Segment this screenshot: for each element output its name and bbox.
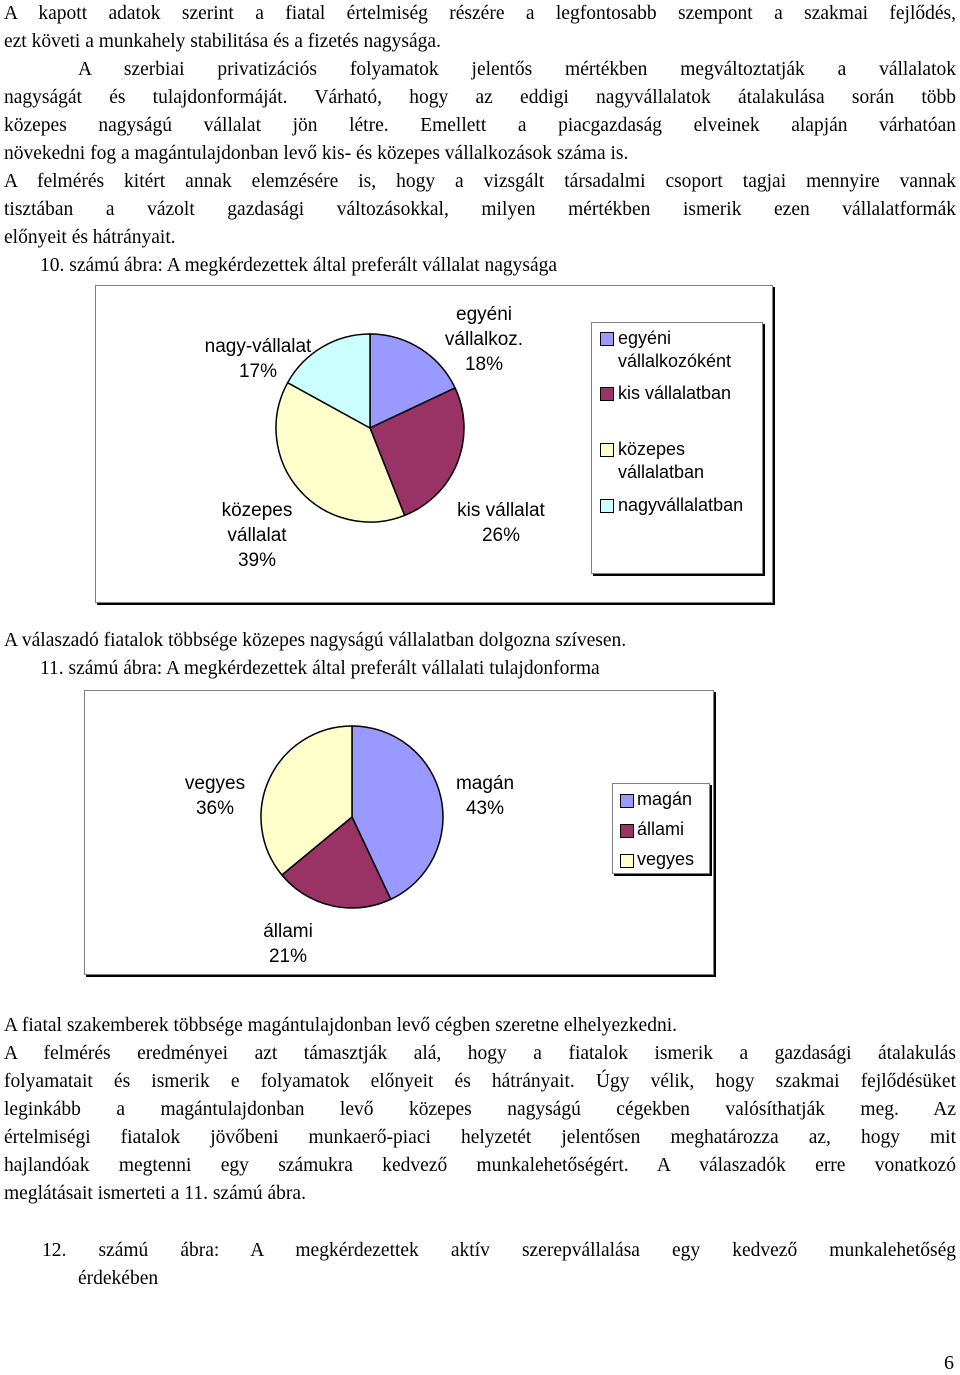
legend-item: nagyvállalatban — [618, 495, 744, 515]
legend-swatch — [620, 854, 634, 868]
slice-label-vegyes: vegyes 36% — [184, 773, 246, 819]
legend-swatch — [620, 824, 634, 838]
text-line: hajlandóak megtenni egy számukra kedvező munkalehetőségért. A válaszadók erre vonatkozó — [4, 1155, 956, 1176]
text-line: közepes nagyságú vállalat jön létre. Emellett a piacgazdaság elveinek alapján várhatóan — [4, 115, 956, 136]
figure10-chart — [95, 285, 773, 603]
text-line: ezt követi a munkahely stabilitása és a fizetés nagysága. — [4, 31, 441, 52]
slice-label-nagy: nagy-vállalat 17% — [204, 336, 312, 382]
figure11-caption: 11. számú ábra: A megkérdezettek által preferált vállalati tulajdonforma — [40, 658, 600, 679]
text-line: nagyságát és tulajdonformáját. Várható, hogy az eddigi nagyvállalatok átalakulása során több — [4, 87, 956, 108]
legend-item: egyéni vállalkozóként — [618, 328, 732, 371]
text-line: folyamatait és ismerik e folyamatok előnyeit és hátrányait. Úgy vélik, hogy szakmai fejlődésüket — [4, 1071, 956, 1092]
text-line: A felmérés eredményei azt támasztják alá, hogy a fiatalok ismerik a gazdasági átalakulás — [4, 1043, 956, 1064]
text-line: A szerbiai privatizációs folyamatok jelentős mértékben megváltoztatják a vállalatok — [78, 59, 956, 80]
figure10-summary: A válaszadó fiatalok többsége közepes nagyságú vállalatban dolgozna szívesen. — [4, 630, 627, 651]
text-line: tisztában a vázolt gazdasági változásokkal, milyen mértékben ismerik ezen vállalatformák — [4, 199, 956, 220]
figure10-legend — [591, 322, 763, 574]
legend-item: magán — [637, 789, 693, 809]
text-line: A felmérés kitért annak elemzésére is, hogy a vizsgált társadalmi csoport tagjai mennyire vannak — [4, 171, 956, 192]
legend-swatch — [600, 443, 614, 457]
slice-label-allami: állami 21% — [263, 921, 313, 967]
legend-item: kis vállalatban — [618, 383, 732, 403]
figure11-chart — [84, 690, 714, 975]
text-line: értelmiségi fiatalok jövőbeni munkaerő-piaci helyzetét jelentősen meghatározza az, hogy mit — [4, 1127, 956, 1148]
figure11-summary: A fiatal szakemberek többsége magántulajdonban levő cégben szeretne elhelyezkedni. — [4, 1015, 678, 1036]
text-line: meglátásait ismerteti a 11. számú ábra. — [4, 1183, 306, 1204]
legend-item: vegyes — [637, 849, 695, 869]
page-number: 6 — [944, 1352, 954, 1374]
legend-swatch — [620, 794, 634, 808]
slice-label-egyeni: egyéni vállalkoz. 18% — [444, 304, 524, 375]
legend-item: állami — [637, 819, 685, 839]
legend-swatch — [600, 499, 614, 513]
legend-swatch — [600, 387, 614, 401]
text-line: növekedni fog a magántulajdonban levő kis- és közepes vállalkozások száma is. — [4, 143, 629, 164]
legend-item: közepes vállalatban — [618, 439, 705, 482]
slice-label-kis: kis vállalat 26% — [457, 500, 545, 546]
figure11-legend — [612, 783, 710, 874]
text-line: A kapott adatok szerint a fiatal értelmiség részére a legfontosabb szempont a szakmai fejlődés, — [4, 3, 956, 24]
text-line: leginkább a magántulajdonban levő közepes nagyságú cégekben valósíthatják meg. Az — [4, 1099, 956, 1120]
slice-label-kozepes: közepes vállalat 39% — [221, 500, 293, 571]
legend-swatch — [600, 332, 614, 346]
figure10-caption: 10. számú ábra: A megkérdezettek által preferált vállalat nagysága — [40, 255, 558, 276]
slice-label-magan: magán 43% — [455, 773, 515, 819]
text-line: előnyeit és hátrányait. — [4, 227, 176, 248]
